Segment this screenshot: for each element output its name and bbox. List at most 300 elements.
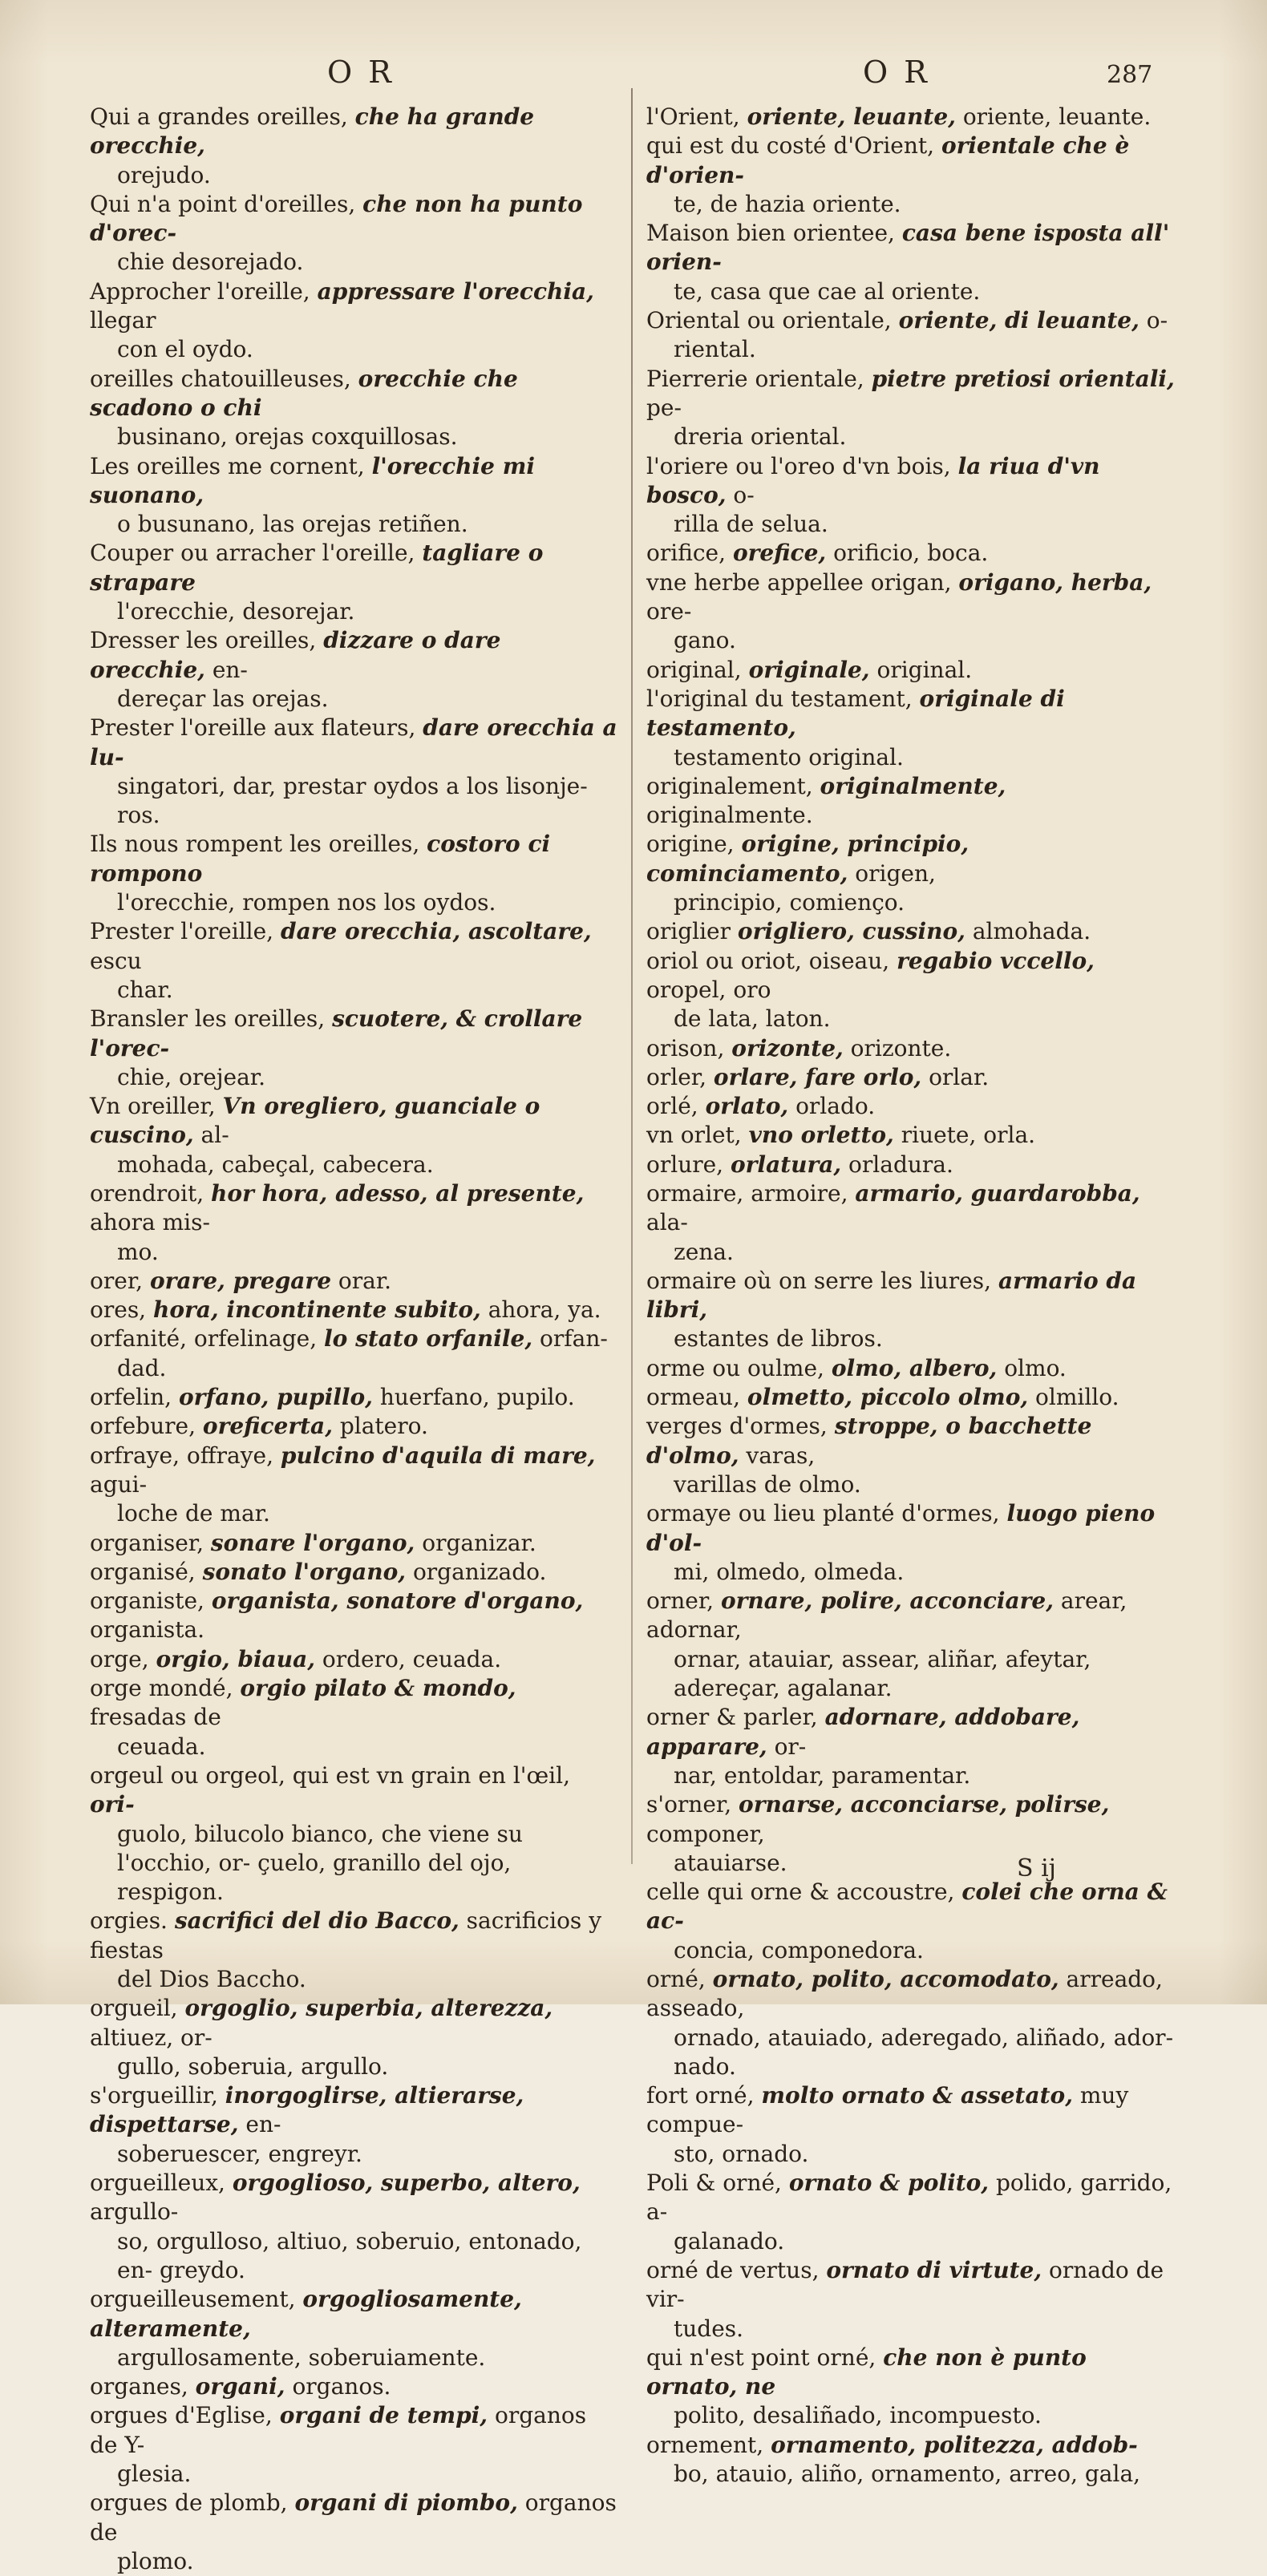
spanish-translation: en- [212,656,248,683]
dictionary-entry [90,1412,619,1441]
french-headword: orison, [646,1034,725,1062]
spanish-translation: or- [774,1733,807,1760]
entry-continuation: businano, orejas coxquillosas. [117,423,458,451]
french-headword: ornement, [646,2431,764,2458]
entry-continuation: chie desorejado. [117,249,304,276]
entry-continuation: l'orecchie, rompen nos los oydos. [117,889,496,916]
entry-continuation: te, de hazia oriente. [674,190,901,217]
spanish-translation: original. [876,656,973,683]
entry-continuation: atauiarse. [674,1849,787,1876]
italian-translation: appressare l'orecchia, [317,277,594,305]
spanish-translation: huerfano, pupilo. [379,1384,575,1411]
dictionary-entry [90,190,619,277]
italian-translation: orgoglioso, superbo, altero, [232,2170,581,2197]
dictionary-entry [646,1151,1176,1179]
entry-continuation: ceuada. [117,1733,206,1760]
spanish-translation: orfan- [540,1325,608,1353]
entry-continuation: varillas de olmo. [674,1470,861,1498]
dictionary-entry [646,219,1176,306]
running-head-left: O R [327,55,395,90]
entry-continuation: tudes. [674,2315,744,2342]
spanish-translation: arear, adornar, [646,1587,1127,1644]
french-headword: oriol ou oriot, oiseau, [646,947,890,974]
entry-continuation: mohada, cabeçal, cabecera. [117,1151,434,1178]
entry-continuation: glesia. [117,2461,192,2488]
french-headword: orné, [646,1966,706,1992]
french-headword: Qui a grandes oreilles, [90,103,348,130]
french-headword: Pierrerie orientale, [646,365,864,392]
french-headword: Poli & orné, [646,2170,782,2197]
spanish-translation: oropel, oro [646,976,771,1003]
italian-translation: oreficerta, [202,1413,333,1440]
french-headword: orifice, [646,540,727,567]
spanish-translation: originalmente. [646,802,813,829]
dictionary-entry [646,2431,1176,2489]
dictionary-entry [90,917,619,1005]
french-headword: orfelin, [90,1384,172,1411]
french-headword: orfraye, offraye, [90,1442,273,1469]
spanish-translation: organizar. [422,1529,536,1556]
french-headword: s'orgueillir, [90,2082,218,2109]
dictionary-entry [646,1965,1176,2081]
spanish-translation: organizado. [412,1558,547,1585]
entry-continuation: polito, desaliñado, incompuesto. [674,2402,1042,2429]
entry-continuation: principio, comienço. [674,889,905,916]
entry-continuation: guolo, bilucolo bianco, che viene su l'occhio, or- çuelo, granillo del ojo, respigon. [117,1820,523,1906]
spanish-translation: agui- [90,1470,148,1498]
dictionary-entry [646,1703,1176,1790]
french-headword: orgues d'Eglise, [90,2402,273,2429]
italian-translation: sonato l'organo, [202,1558,407,1585]
dictionary-entry [90,1179,619,1267]
french-headword: originalement, [646,772,813,799]
entry-continuation: dereçar las orejas. [117,685,329,712]
dictionary-entry [646,1587,1176,1703]
dictionary-entry [90,830,619,917]
dictionary-entry [646,1878,1176,1965]
italian-translation: luogo pieno d'ol- [646,1500,1156,1556]
dictionary-column-left [90,103,619,2576]
italian-translation: ori- [90,1791,135,1818]
french-headword: orgueilleux, [90,2170,225,2197]
italian-translation: orfano, pupillo, [178,1384,373,1411]
french-headword: orler, [646,1063,706,1090]
dictionary-entry [90,1442,619,1529]
french-headword: ormaire, armoire, [646,1179,848,1207]
dictionary-entry [90,2169,619,2285]
spanish-translation: olmillo. [1035,1384,1119,1411]
italian-translation: stroppe, o bacchette d'olmo, [646,1413,1092,1469]
french-headword: l'oriere ou l'oreo d'vn bois, [646,452,951,479]
dictionary-entry [646,1412,1176,1499]
dictionary-entry [646,452,1176,540]
spanish-translation: organos. [292,2373,391,2400]
spanish-translation: origen, [855,859,936,887]
spanish-translation: platero. [339,1413,428,1440]
dictionary-entry [90,1092,619,1179]
entry-continuation: plomo. [117,2547,194,2574]
italian-translation: ornato, polito, accomodato, [712,1966,1059,1992]
dictionary-entry [646,917,1176,946]
italian-translation: dizzare o dare orecchie, [90,627,501,683]
entry-continuation: de lata, laton. [674,1005,831,1033]
spanish-translation: almohada. [972,918,1091,945]
italian-translation: orlato, [705,1093,789,1120]
french-headword: oreilles chatouilleuses, [90,365,351,392]
spanish-translation: organos de Y- [90,2402,587,2458]
spanish-translation: orlar. [929,1063,990,1090]
dictionary-entry [90,1324,619,1383]
entry-continuation: mo. [117,1238,159,1265]
dictionary-entry [90,1267,619,1296]
italian-translation: sonare l'organo, [210,1529,415,1556]
entry-continuation: o busunano, las orejas retiñen. [117,511,468,538]
french-headword: ores, [90,1296,147,1324]
dictionary-entry [90,539,619,626]
italian-translation: pulcino d'aquila di mare, [280,1442,596,1469]
dictionary-entry [90,626,619,714]
entry-continuation: sto, ornado. [674,2140,809,2167]
french-headword: Couper ou arracher l'oreille, [90,540,415,567]
french-headword: Les oreilles me cornent, [90,452,365,479]
italian-translation: armario da libri, [646,1267,1137,1324]
entry-continuation: l'orecchie, desorejar. [117,598,355,625]
italian-translation: organi de tempi, [279,2402,488,2429]
dictionary-column-right [646,103,1176,2489]
french-headword: original, [646,656,742,683]
dictionary-entry [646,1063,1176,1092]
dictionary-entry [90,103,619,190]
entry-continuation: estantes de libros. [674,1325,883,1353]
italian-translation: regabio vccello, [897,947,1095,974]
dictionary-entry [90,1645,619,1674]
spanish-translation: polido, garrido, a- [646,2170,1172,2226]
french-headword: Qui n'a point d'oreilles, [90,190,356,217]
french-headword: orfebure, [90,1413,196,1440]
italian-translation: lo stato orfanile, [324,1325,533,1353]
italian-translation: orgoglio, superbia, alterezza, [184,1995,553,2022]
dictionary-entry [646,1034,1176,1063]
entry-continuation: char. [117,976,173,1003]
entry-continuation: orejudo. [117,161,211,188]
french-headword: l'Orient, [646,103,740,130]
italian-translation: oriente, di leuante, [898,307,1139,334]
entry-continuation: te, casa que cae al oriente. [674,277,981,305]
spanish-translation: oriente, leuante. [962,103,1152,130]
italian-translation: casa bene isposta all' orien- [646,220,1170,276]
french-headword: orer, [90,1267,144,1294]
italian-translation: orare, pregare [149,1267,332,1294]
dictionary-entry [90,1761,619,1907]
dictionary-entry [90,1296,619,1324]
dictionary-entry [90,1005,619,1092]
dictionary-entry [646,1354,1176,1383]
french-headword: orgies. [90,1907,168,1935]
dictionary-entry [646,685,1176,772]
french-headword: verges d'ormes, [646,1413,828,1440]
italian-translation: sacrifici del dio Bacco, [174,1907,459,1935]
dictionary-entry [646,947,1176,1034]
dictionary-entry [90,452,619,540]
italian-translation: organi di piombo, [294,2489,518,2517]
spanish-translation: orizonte. [850,1034,952,1062]
dictionary-entry [646,1383,1176,1412]
entry-continuation: loche de mar. [117,1500,270,1527]
spanish-translation: en- [245,2111,281,2138]
dictionary-entry [646,1121,1176,1150]
dictionary-entry [90,2401,619,2489]
spanish-translation: escu [90,947,142,974]
french-headword: orfanité, orfelinage, [90,1325,318,1353]
running-head-right: O R [863,55,930,90]
french-headword: orgues de plomb, [90,2489,288,2517]
italian-translation: che non ha punto d'orec- [90,190,583,247]
spanish-translation: varas, [746,1442,816,1469]
french-headword: orge, [90,1645,149,1672]
column-rule [631,88,633,1864]
dictionary-entry [90,2489,619,2576]
italian-translation: inorgoglirse, altierarse, dispettarse, [90,2082,524,2138]
entry-continuation: gullo, soberuia, argullo. [117,2052,389,2080]
french-headword: organiste, [90,1587,204,1615]
italian-translation: organista, sonatore d'organo, [211,1587,584,1615]
entry-continuation: chie, orejear. [117,1063,266,1090]
french-headword: Approcher l'oreille, [90,277,310,305]
dictionary-entry [646,2343,1176,2431]
spanish-translation: componer, [646,1820,765,1847]
french-headword: Bransler les oreilles, [90,1005,326,1033]
spanish-translation: ahora, ya. [488,1296,601,1324]
page-number: 287 [1107,61,1153,89]
italian-translation: origine, principio, cominciamento, [646,831,969,887]
spanish-translation: muy compue- [646,2082,1129,2138]
italian-translation: ornare, polire, acconciare, [720,1587,1054,1615]
italian-translation: orgio pilato & mondo, [240,1675,516,1702]
dictionary-entry [646,2169,1176,2256]
french-headword: orlé, [646,1093,698,1120]
italian-translation: orgio, biaua, [156,1645,315,1672]
italian-translation: origano, herba, [958,568,1152,596]
french-headword: Prester l'oreille, [90,918,274,945]
italian-translation: vno orletto, [748,1122,894,1149]
dictionary-entry [646,103,1176,131]
italian-translation: che ha grande orecchie, [90,103,535,160]
italian-translation: orlatura, [731,1151,842,1178]
entry-continuation: con el oydo. [117,336,253,363]
italian-translation: ornato & polito, [788,2170,990,2197]
french-headword: orlure, [646,1151,724,1178]
entry-continuation: dreria oriental. [674,423,847,451]
dictionary-entry [646,1179,1176,1267]
italian-translation: Vn oregliero, guanciale o cuscino, [90,1093,540,1149]
entry-continuation: del Dios Baccho. [117,1966,306,1992]
dictionary-entry [646,656,1176,685]
entry-continuation: riental. [674,336,756,363]
italian-translation: olmo, albero, [831,1354,998,1381]
spanish-translation: ordero, ceuada. [322,1645,502,1672]
french-headword: orendroit, [90,1179,204,1207]
french-headword: Dresser les oreilles, [90,627,317,654]
spanish-translation: pe- [646,394,682,421]
french-headword: origine, [646,831,735,858]
french-headword: organisé, [90,1558,196,1585]
french-headword: Ils nous rompent les oreilles, [90,831,420,858]
french-headword: orné de vertus, [646,2256,820,2283]
spanish-translation: al- [200,1122,229,1149]
dictionary-entry [646,772,1176,831]
french-headword: orgueil, [90,1995,178,2022]
french-headword: origlier [646,918,731,945]
entry-continuation: gano. [674,627,736,654]
french-headword: orner, [646,1587,714,1615]
entry-continuation: ornado, atauiado, aderegado, aliñado, ador- nado. [674,2024,1174,2080]
french-headword: Oriental ou orientale, [646,307,892,334]
spanish-translation: orladura. [848,1151,953,1178]
entry-continuation: rilla de selua. [674,511,828,538]
italian-translation: originalmente, [820,772,1006,799]
entry-continuation: nar, entoldar, paramentar. [674,1761,971,1789]
french-headword: orme ou oulme, [646,1354,824,1381]
italian-translation: scuotere, & crollare l'orec- [90,1005,583,1062]
italian-translation: orecchie che scadono o chi [90,365,518,421]
entry-continuation: bo, atauio, aliño, ornamento, arreo, gala, [674,2461,1141,2488]
italian-translation: oriente, leuante, [747,103,956,130]
french-headword: vne herbe appellee origan, [646,568,952,596]
spanish-translation: organista. [90,1616,205,1644]
entry-continuation: dad. [117,1354,167,1381]
italian-translation: l'orecchie mi suonano, [90,452,535,508]
french-headword: s'orner, [646,1791,732,1818]
italian-translation: la riua d'vn bosco, [646,452,1100,508]
italian-translation: colei che orna & ac- [646,1878,1168,1935]
entry-continuation: galanado. [674,2227,785,2255]
entry-continuation: concia, componedora. [674,1936,924,1963]
french-headword: orgueilleusement, [90,2286,296,2313]
italian-translation: orefice, [732,540,827,567]
spanish-translation: arreado, asseado, [646,1966,1163,2022]
entry-continuation: testamento original. [674,743,904,770]
spanish-translation: ore- [646,598,692,625]
french-headword: organes, [90,2373,188,2400]
italian-translation: che non è punto ornato, ne [646,2343,1087,2400]
dictionary-entry [90,1558,619,1587]
french-headword: l'original du testament, [646,685,913,712]
italian-translation: orlare, fare orlo, [713,1063,922,1090]
spanish-translation: ornado de vir- [646,2256,1164,2313]
dictionary-entry [646,830,1176,917]
spanish-translation: llegar [90,307,156,334]
spanish-translation: sacrificios y fiestas [90,1907,602,1963]
dictionary-entry [646,2081,1176,2169]
spanish-translation: ahora mis- [90,1209,210,1236]
spanish-translation: orar. [338,1267,392,1294]
french-headword: orge mondé, [90,1675,233,1702]
dictionary-entry [646,306,1176,365]
italian-translation: orizonte, [731,1034,844,1062]
italian-translation: dare orecchia, ascoltare, [280,918,592,945]
french-headword: fort orné, [646,2082,755,2109]
french-headword: celle qui orne & accoustre, [646,1878,955,1906]
dictionary-entry [646,1092,1176,1121]
french-headword: ormaire où on serre les liures, [646,1267,992,1294]
dictionary-entry [646,1499,1176,1587]
entry-continuation: singatori, dar, prestar oydos a los lisonje- ros. [117,772,588,829]
french-headword: qui est du costé d'Orient, [646,132,935,160]
french-headword: ormeau, [646,1384,740,1411]
french-headword: qui n'est point orné, [646,2343,876,2371]
dictionary-entry [90,2372,619,2401]
french-headword: organiser, [90,1529,204,1556]
italian-translation: costoro ci rompono [90,831,551,887]
dictionary-entry [646,1790,1176,1878]
french-headword: Prester l'oreille aux flateurs, [90,714,416,742]
italian-translation: originale di testamento, [646,685,1065,742]
dictionary-entry [90,1529,619,1558]
french-headword: Maison bien orientee, [646,220,895,247]
spanish-translation: ala- [646,1209,688,1236]
dictionary-entry [90,714,619,830]
dictionary-entry [646,2256,1176,2343]
spanish-translation: altiuez, or- [90,2024,213,2051]
spanish-translation: o- [1146,307,1168,334]
italian-translation: molto ornato & assetato, [761,2082,1073,2109]
spanish-translation: fresadas de [90,1704,221,1731]
dictionary-entry [90,2285,619,2372]
french-headword: orner & parler, [646,1704,818,1731]
dictionary-entry [90,1907,619,1994]
dictionary-entry [646,539,1176,568]
italian-translation: ornarse, acconciarse, polirse, [739,1791,1110,1818]
french-headword: Vn oreiller, [90,1093,216,1120]
entry-continuation: ornar, atauiar, assear, aliñar, afeytar, adereçar, agalanar. [674,1645,1091,1702]
spanish-translation: argullo- [90,2198,179,2226]
dictionary-entry [90,1674,619,1761]
entry-continuation: argullosamente, soberuiamente. [117,2343,486,2371]
dictionary-entry [90,2081,619,2169]
italian-translation: organi, [195,2373,285,2400]
dictionary-entry [90,1994,619,2081]
entry-continuation: mi, olmedo, olmeda. [674,1558,905,1585]
italian-translation: olmetto, piccolo olmo, [747,1384,1029,1411]
spanish-translation: orificio, boca. [833,540,989,567]
dictionary-entry [646,131,1176,219]
italian-translation: originale, [748,656,870,683]
entry-continuation: zena. [674,1238,734,1265]
italian-translation: pietre pretiosi orientali, [871,365,1175,392]
french-headword: orgeul ou orgeol, qui est vn grain en l'œil, [90,1761,570,1789]
signature-mark: S ij [1017,1854,1056,1882]
dictionary-entry [646,568,1176,656]
italian-translation: orgogliosamente, alteramente, [90,2286,522,2342]
spanish-translation: olmo. [1004,1354,1067,1381]
italian-translation: ornato di virtute, [826,2256,1042,2283]
spanish-translation: o- [733,481,755,508]
italian-translation: orientale che è d'orien- [646,132,1130,188]
french-headword: ormaye ou lieu planté d'ormes, [646,1500,1000,1527]
italian-translation: adornare, addobare, apparare, [646,1704,1080,1760]
italian-translation: armario, guardarobba, [855,1179,1140,1207]
italian-translation: dare orecchia a lu- [90,714,617,770]
italian-translation: tagliare o strapare [90,540,544,596]
french-headword: vn orlet, [646,1122,742,1149]
dictionary-entry [90,1383,619,1412]
entry-continuation: so, orgulloso, altiuo, soberuio, entonado, en- greydo. [117,2227,582,2283]
entry-continuation: soberuescer, engreyr. [117,2140,362,2167]
italian-translation: ornamento, politezza, addob- [771,2431,1138,2458]
dictionary-entry [646,1267,1176,1354]
spanish-translation: organos de [90,2489,617,2546]
dictionary-entry [90,277,619,365]
